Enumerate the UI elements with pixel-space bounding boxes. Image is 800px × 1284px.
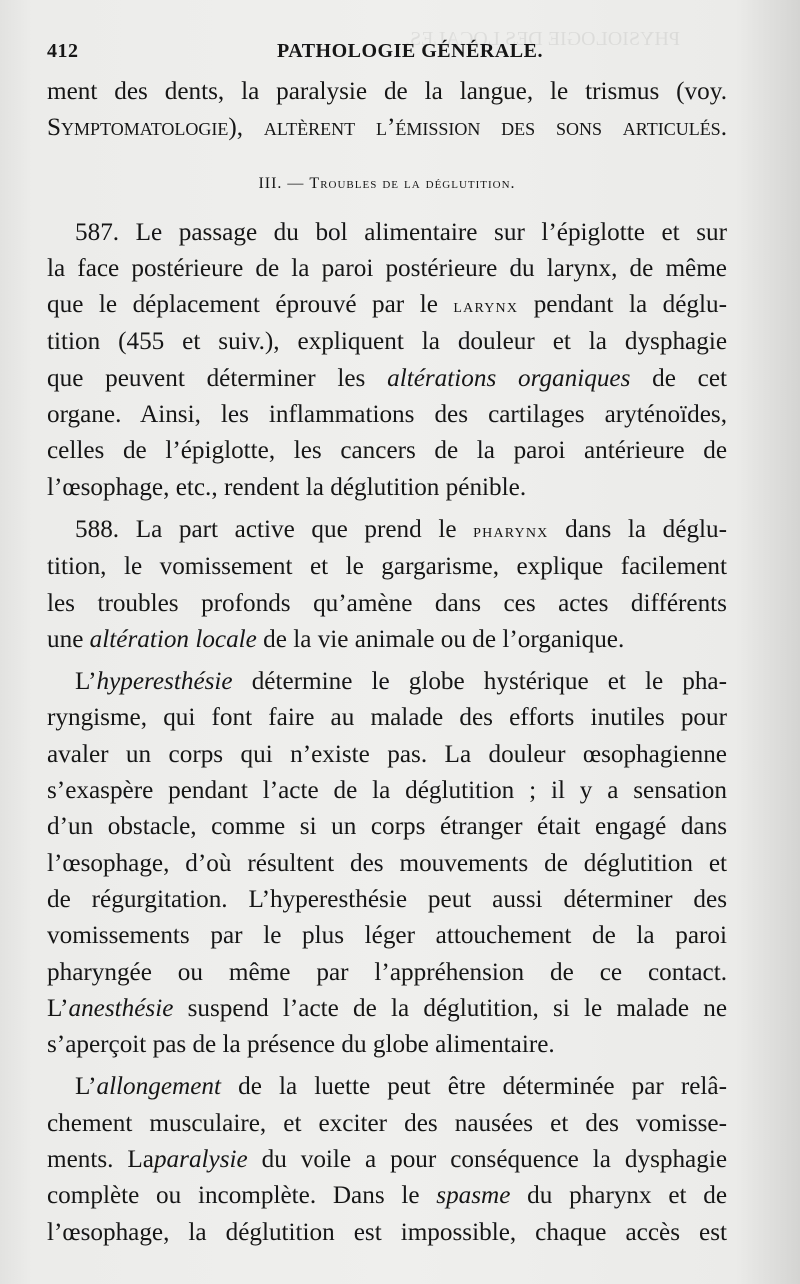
term-larynx: larynx <box>453 295 519 318</box>
text-segment: pendant la déglu- <box>533 291 728 319</box>
text-segment: Le passage du bol alimentaire sur l’épiglotte et sur <box>135 218 728 246</box>
text-segment: L’ <box>75 668 97 696</box>
text-line <box>47 110 727 146</box>
text-line: d’un obstacle, comme si un corps étranger était engagé dans <box>47 813 727 841</box>
text-line: s’aperçoit pas de la présence du globe alimentaire. <box>47 1031 555 1059</box>
running-title: PATHOLOGIE GÉNÉRALE. <box>277 40 543 62</box>
text-segment: que le déplacement éprouvé par le <box>47 291 438 319</box>
text-line <box>47 1142 727 1178</box>
text-segment: de la luette peut être déterminée par relâ- <box>238 1073 727 1101</box>
text-line: tition (455 et suiv.), expliquent la douleur et la dysphagie <box>47 328 727 356</box>
text-line: vomissements par le plus léger attouchement de la paroi <box>47 922 727 950</box>
paragraph-587-line <box>47 215 727 251</box>
text-segment: de la vie animale ou de l’organique. <box>263 625 625 653</box>
text-segment: L’ <box>75 1073 97 1101</box>
paragraph-line <box>47 664 727 700</box>
paragraph-588-line <box>47 512 727 549</box>
text-segment: suspend l’acte de la déglutition, si le malade ne <box>187 994 728 1022</box>
emphasis: anesthésie <box>68 994 174 1022</box>
text-line: de régurgitation. L’hyperesthésie peut aussi déterminer des <box>47 885 727 913</box>
text-line <box>47 622 727 658</box>
term-pharynx: pharynx <box>473 519 549 542</box>
emphasis: hyperesthésie <box>96 668 233 696</box>
paragraph-number: 588. <box>75 515 120 543</box>
paragraph-line <box>47 1069 727 1105</box>
text-line: ment des dents, la paralysie de la langue, le trismus (voy. <box>47 78 727 105</box>
text-line: ryngisme, qui font faire au malade des efforts inutiles pour <box>47 704 727 732</box>
cross-reference: Symptomatologie), altèrent l’émission des sons articulés. <box>47 114 727 142</box>
text-line: l’œsophage, etc., rendent la déglutition pénible. <box>47 473 527 501</box>
section-heading <box>47 169 727 199</box>
emphasis: altération locale <box>89 625 257 653</box>
bleed-through-text: PHYSIOLOGIE DES LOCALES. <box>405 28 680 50</box>
page-text <box>47 40 727 1251</box>
text-line: l’œsophage, la déglutition est impossible, chaque accès est <box>47 1218 727 1246</box>
page-number: 412 <box>47 40 79 62</box>
text-segment: complète ou incomplète. Dans le <box>47 1182 420 1210</box>
section-title: Troubles de la déglutition. <box>309 174 516 192</box>
text-line: l’œsophage, d’où résultent des mouvements de déglutition et <box>47 849 727 877</box>
text-segment: détermine le globe hystérique et le pha- <box>251 668 727 696</box>
text-line: celles de l’épiglotte, les cancers de la paroi antérieure de <box>47 437 727 465</box>
text-line: s’exaspère pendant l’acte de la déglutition ; il y a sensation <box>47 777 727 805</box>
text-segment: que peuvent déterminer les <box>47 364 366 392</box>
text-line: les troubles profonds qu’amène dans ces actes différents <box>47 589 727 617</box>
emphasis: spasme <box>436 1182 511 1210</box>
text-line: chement musculaire, et exciter des nausées et des vomisse- <box>47 1109 727 1137</box>
text-line: tition, le vomissement et le gargarisme, explique facilement <box>47 553 727 581</box>
text-segment: du pharynx et de <box>527 1182 728 1210</box>
paragraph-number: 587. <box>75 218 120 246</box>
text-segment: de cet <box>652 364 728 392</box>
text-segment: La part active que prend le <box>135 515 457 543</box>
text-segment: ments. La <box>47 1146 154 1174</box>
text-line: la face postérieure de la paroi postérieure du larynx, de même <box>47 254 727 282</box>
running-header <box>47 40 727 74</box>
text-segment: dans la déglu- <box>565 515 728 543</box>
text-segment: du voile a pour conséquence la dysphagie <box>261 1146 728 1174</box>
text-line: pharyngée ou même par l’appréhension de ce contact. <box>47 958 727 986</box>
text-segment: une <box>47 625 84 653</box>
emphasis: paralysie <box>153 1146 248 1174</box>
text-line <box>47 1178 727 1214</box>
emphasis: altérations organiques <box>387 364 631 392</box>
text-line <box>47 361 727 397</box>
text-line <box>47 991 727 1027</box>
section-number: III. <box>258 174 283 192</box>
section-dash: — <box>287 174 305 192</box>
text-line: avaler un corps qui n’existe pas. La douleur œsophagienne <box>47 740 727 768</box>
text-line: organe. Ainsi, les inflammations des cartilages aryténoïdes, <box>47 401 727 429</box>
text-line <box>47 287 727 324</box>
emphasis: allongement <box>96 1073 221 1101</box>
text-segment: L’ <box>47 994 69 1022</box>
